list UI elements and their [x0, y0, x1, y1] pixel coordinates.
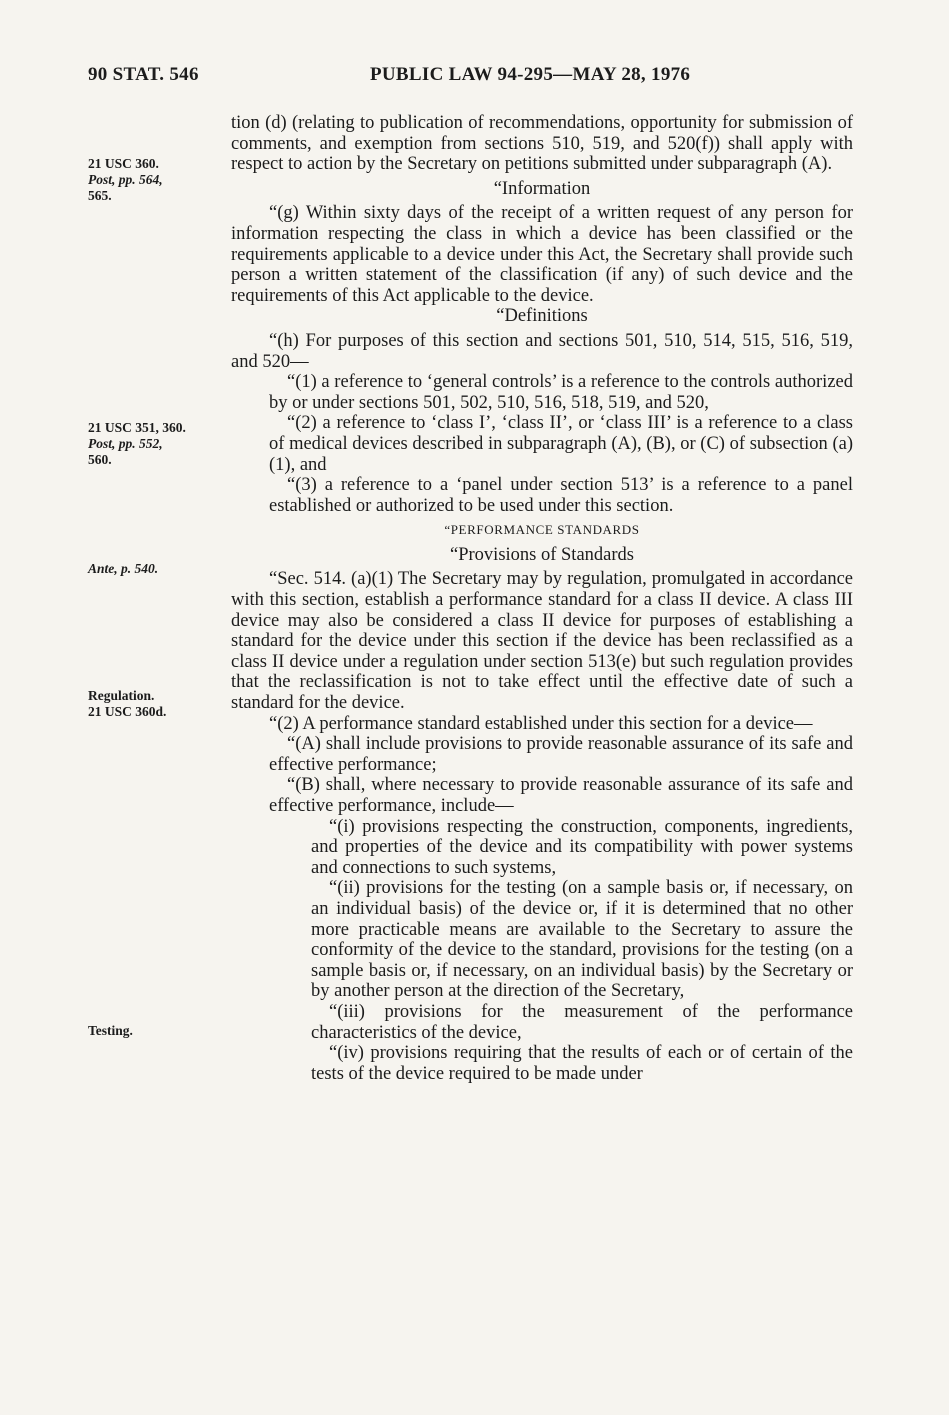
paragraph-h-1: “(1) a reference to ‘general controls’ is a reference to the controls authorized by or under sections 501, 502, 510, 516, 518, 519, and 520,	[269, 372, 853, 413]
margin-note-citation-3: Ante, p. 540.	[88, 561, 159, 576]
paragraph-a-2: “(2) A performance standard established under this section for a device—	[269, 713, 813, 734]
margin-note-regulation: Regulation. 21 USC 360d.	[88, 688, 167, 719]
margin-note-testing: Testing.	[88, 1023, 133, 1038]
margin-note-citation-1: 21 USC 360. Post, pp. 564, 565.	[88, 156, 163, 203]
paragraph-ii: “(ii) provisions for the testing (on a sample basis or, if necessary, on an individual basis) of the device or, if it is determined that no other more practicable means are available to the Secretary to assure the conformity of the device to the standard, provisions for the testing (on a sample basis or, if necessary, on an individual basis) by the Secretary or by another person at the direction of the Secretary,	[311, 878, 853, 1002]
paragraph-A: “(A) shall include provisions to provide reasonable assurance of its safe and effective performance;	[269, 734, 853, 775]
paragraph-h-3: “(3) a reference to a ‘panel under section 513’ is a reference to a panel established or authorized to be used under this section.	[269, 475, 853, 516]
paragraph-continuation: tion (d) (relating to publication of recommendations, opportunity for submission of comments, and exemption from sections 510, 519, and 520(f)) shall apply with respect to action by the Secretary on petitions submitted under subparagraph (A).	[231, 113, 853, 175]
paragraph-sec-514: “Sec. 514. (a)(1) The Secretary may by regulation, promulgated in accordance with this section, establish a performance standard for a class II device. A class III device may also be considered a class II device for purposes of establishing a standard for the device under this section if the device has been reclassified as a class II device under a regulation under section 513(e) but such regulation provides that the reclassification is not to take effect until the effective date of such a standard for the device.	[231, 569, 853, 714]
heading-provisions-of-standards: “Provisions of Standards	[450, 544, 634, 565]
paragraph-g: “(g) Within sixty days of the receipt of a written request of any person for information respecting the class in which a device has been classified or the requirements applicable to a device under this Act, the Secretary shall provide such person a written statement of the classification (if any) of such device and the requirements of this Act applicable to the device.	[231, 203, 853, 306]
heading-definitions: “Definitions	[496, 306, 588, 327]
heading-information: “Information	[493, 178, 591, 199]
body-text	[231, 113, 853, 1084]
page-header-title: PUBLIC LAW 94-295—MAY 28, 1976	[370, 64, 691, 85]
paragraph-iv: “(iv) provisions requiring that the results of each or of certain of the tests of the device required to be made under	[311, 1043, 853, 1084]
page-header-left: 90 STAT. 546	[88, 64, 199, 85]
paragraph-iii: “(iii) provisions for the measurement of the performance characteristics of the device,	[311, 1001, 853, 1043]
paragraph-i: “(i) provisions respecting the construction, components, ingredients, and properties of the device and its compatibility with power systems and connections to such systems,	[311, 816, 853, 878]
paragraph-B: “(B) shall, where necessary to provide reasonable assurance of its safe and effective performance, include—	[269, 775, 853, 816]
paragraph-h-2: “(2) a reference to ‘class I’, ‘class II’, or ‘class III’ is a reference to a class of medical devices described in subparagraph (A), (B), or (C) of subsection (a)(1), and	[269, 413, 853, 475]
paragraph-h: “(h) For purposes of this section and sections 501, 510, 514, 515, 516, 519, and 520—	[231, 330, 853, 372]
heading-performance-standards: “PERFORMANCE STANDARDS	[444, 522, 640, 538]
margin-note-citation-2: 21 USC 351, 360. Post, pp. 552, 560.	[88, 420, 186, 467]
